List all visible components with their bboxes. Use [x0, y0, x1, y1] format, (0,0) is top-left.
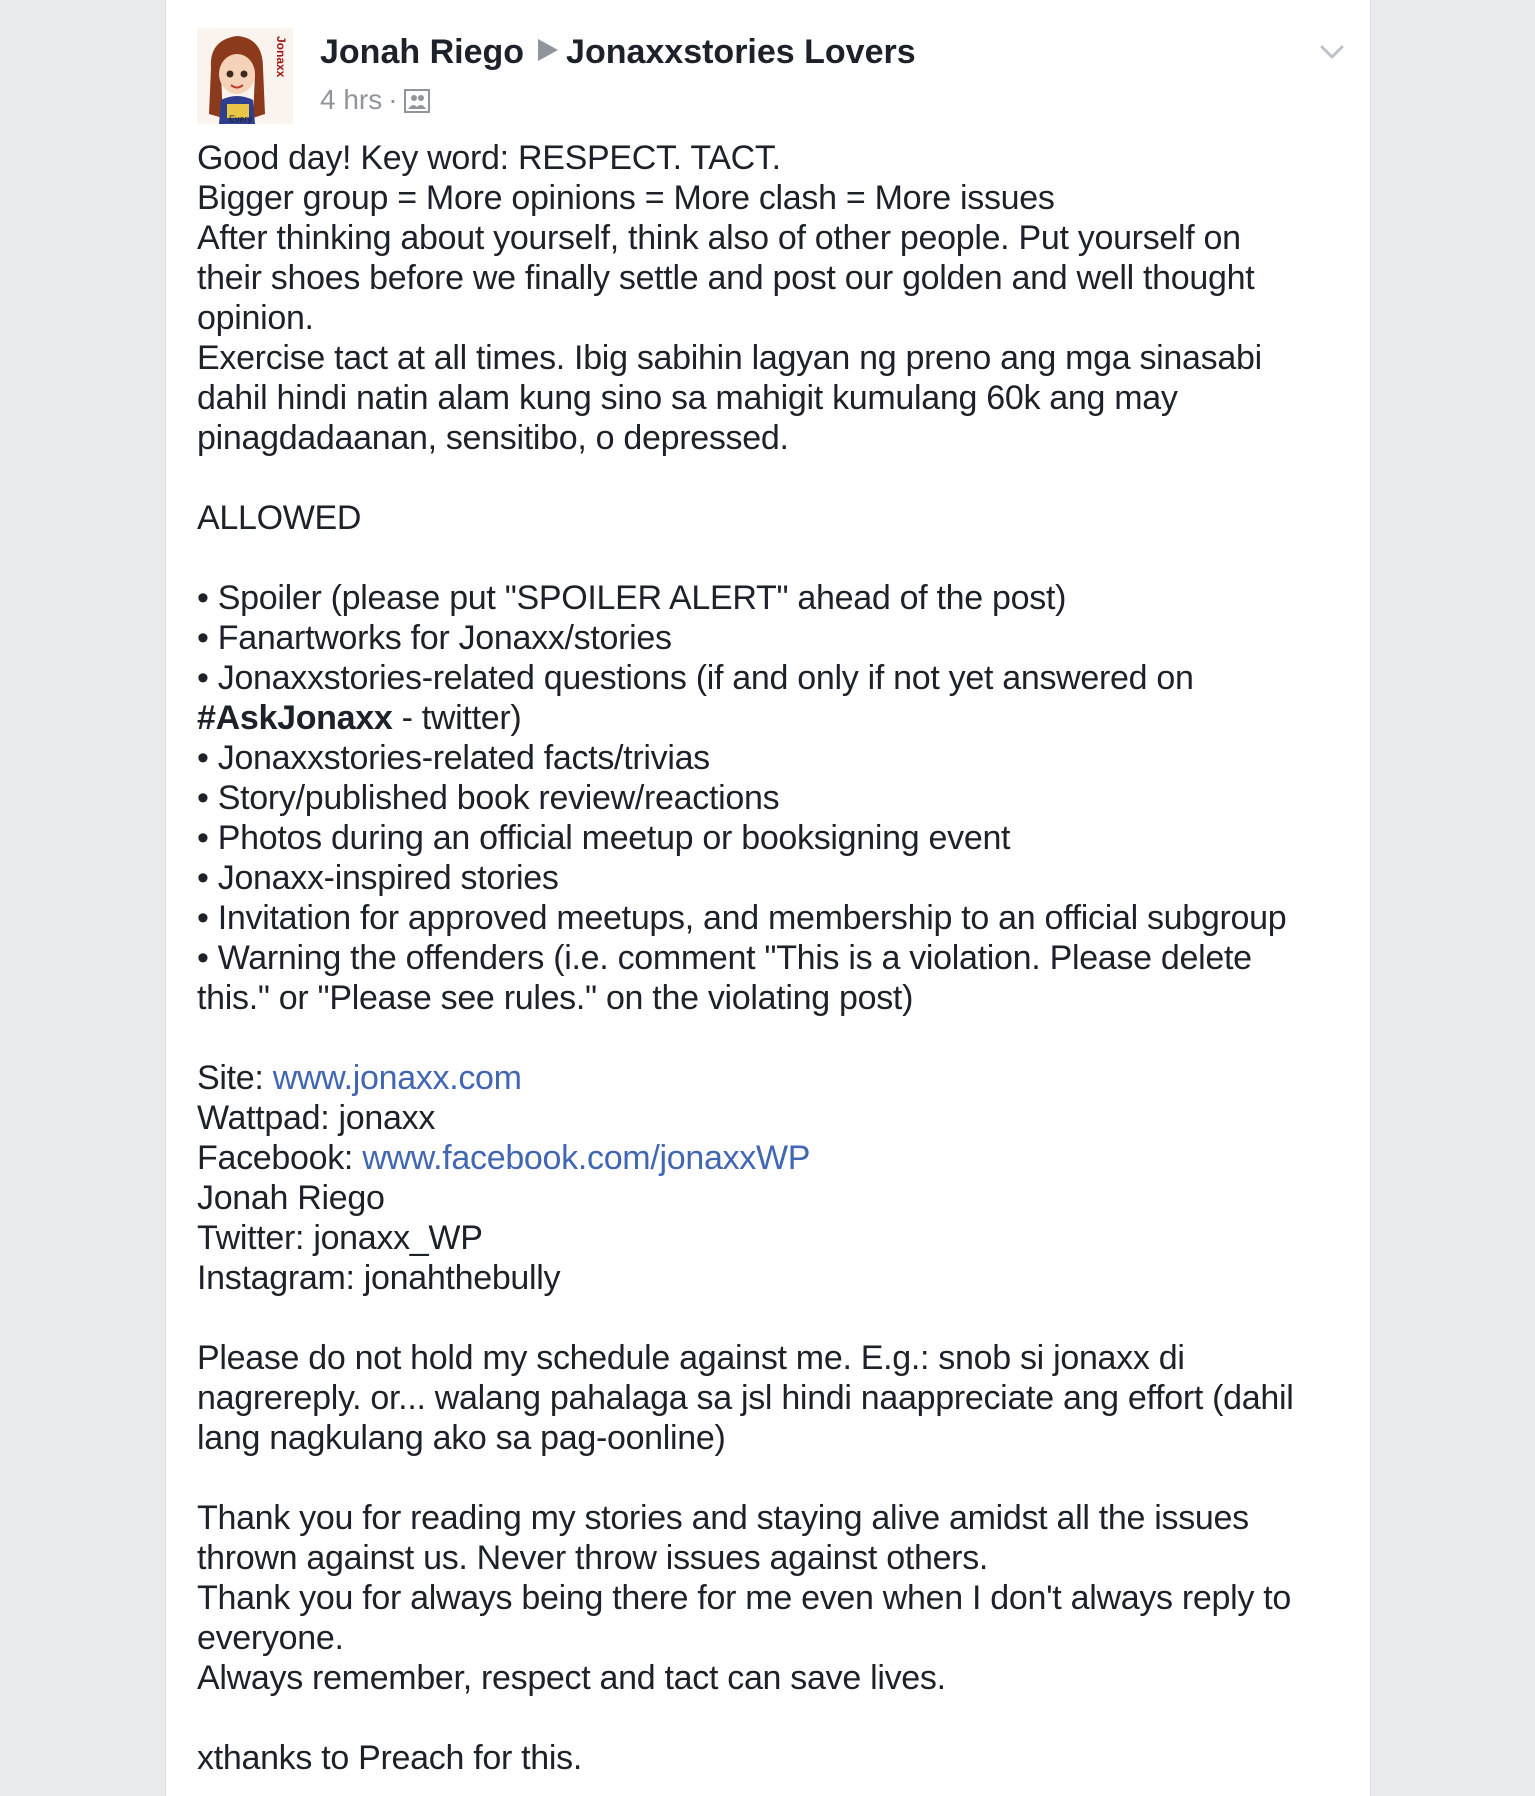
- schedule-line: lang nagkulang ako sa pag-oonline): [197, 1419, 726, 1457]
- allowed-item: • Fanartworks for Jonaxx/stories: [197, 619, 672, 657]
- allowed-item: • Warning the offenders (i.e. comment "This is a violation. Please delete: [197, 939, 1252, 977]
- allowed-item: • Story/published book review/reactions: [197, 779, 780, 817]
- post-body: [197, 138, 1347, 1778]
- intro-line: opinion.: [197, 299, 314, 337]
- facebook-line: [197, 1138, 1347, 1178]
- allowed-item: • Jonaxxstories-related facts/trivias: [197, 739, 710, 777]
- thanks-line: Thank you for always being there for me even when I don't always reply to: [197, 1579, 1291, 1617]
- site-label: Site:: [197, 1059, 273, 1097]
- allowed-item: • Invitation for approved meetups, and membership to an official subgroup: [197, 899, 1287, 937]
- avatar-badge-text: Every: [229, 114, 253, 124]
- post-timestamp[interactable]: 4 hrs: [320, 84, 383, 115]
- schedule-line: Please do not hold my schedule against me. E.g.: snob si jonaxx di: [197, 1339, 1185, 1377]
- thanks-line: Thank you for reading my stories and staying alive amidst all the issues: [197, 1499, 1249, 1537]
- post-header: [320, 30, 916, 74]
- intro-line: Bigger group = More opinions = More clash = More issues: [197, 179, 1055, 217]
- thanks-line: everyone.: [197, 1619, 344, 1657]
- author-name[interactable]: Jonah Riego: [320, 33, 525, 71]
- site-link[interactable]: www.jonaxx.com: [272, 1059, 522, 1097]
- avatar-side-text: Jonaxx: [274, 36, 288, 78]
- allowed-item: • Spoiler (please put "SPOILER ALERT" ahead of the post): [197, 579, 1067, 617]
- facebook-name: Jonah Riego: [197, 1179, 385, 1217]
- paragraph-gap: [197, 538, 1347, 578]
- intro-line: Good day! Key word: RESPECT. TACT.: [197, 139, 781, 177]
- author-avatar[interactable]: [197, 28, 293, 124]
- paragraph-gap: [197, 1018, 1347, 1058]
- meta-separator: ·: [388, 84, 398, 115]
- intro-line: After thinking about yourself, think also of other people. Put yourself on: [197, 219, 1241, 257]
- schedule-line: nagrereply. or... walang pahalaga sa jsl hindi naappreciate ang effort (dahil: [197, 1379, 1294, 1417]
- site-line: [197, 1058, 1347, 1098]
- thanks-line: thrown against us. Never throw issues against others.: [197, 1539, 989, 1577]
- paragraph-gap: [197, 1698, 1347, 1738]
- instagram-line: Instagram: jonahthebully: [197, 1259, 561, 1297]
- credit-line: xthanks to Preach for this.: [197, 1739, 582, 1777]
- triangle-right-icon: [538, 39, 558, 61]
- intro-line: dahil hindi natin alam kung sino sa mahigit kumulang 60k ang may: [197, 379, 1178, 417]
- avatar-eye-left: [227, 71, 234, 78]
- intro-line: pinagdadaanan, sensitibo, o depressed.: [197, 419, 789, 457]
- hashtag-tail: - twitter): [392, 699, 522, 737]
- wattpad-line: Wattpad: jonaxx: [197, 1099, 436, 1137]
- allowed-item: • Photos during an official meetup or booksigning event: [197, 819, 1011, 857]
- facebook-link[interactable]: www.facebook.com/jonaxxWP: [362, 1139, 811, 1177]
- group-audience-icon[interactable]: [404, 89, 430, 113]
- thanks-line: Always remember, respect and tact can save lives.: [197, 1659, 946, 1697]
- intro-line: their shoes before we finally settle and post our golden and well thought: [197, 259, 1255, 297]
- allowed-item: • Jonaxxstories-related questions (if and only if not yet answered on: [197, 659, 1194, 697]
- post-meta: [320, 80, 430, 120]
- post-card: [165, 0, 1371, 1796]
- chevron-down-icon[interactable]: [1316, 36, 1348, 68]
- allowed-item: • Jonaxx-inspired stories: [197, 859, 559, 897]
- allowed-heading: ALLOWED: [197, 499, 362, 537]
- allowed-item-continuation: [197, 698, 1347, 738]
- askjonaxx-hashtag-link[interactable]: #AskJonaxx: [197, 699, 393, 737]
- avatar-eye-right: [241, 71, 248, 78]
- intro-line: Exercise tact at all times. Ibig sabihin lagyan ng preno ang mga sinasabi: [197, 339, 1262, 377]
- facebook-label: Facebook:: [197, 1139, 363, 1177]
- paragraph-gap: [197, 1458, 1347, 1498]
- paragraph-gap: [197, 458, 1347, 498]
- paragraph-gap: [197, 1298, 1347, 1338]
- group-name[interactable]: Jonaxxstories Lovers: [566, 33, 916, 71]
- allowed-item-continuation: this." or "Please see rules." on the violating post): [197, 979, 914, 1017]
- twitter-line: Twitter: jonaxx_WP: [197, 1219, 483, 1257]
